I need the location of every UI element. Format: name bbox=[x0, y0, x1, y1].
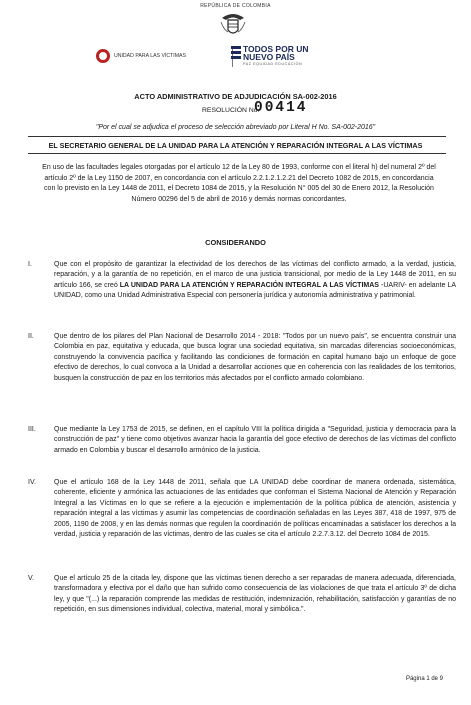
paragraph-1 bbox=[28, 260, 456, 302]
paragraph-bold-text: LA UNIDAD PARA LA ATENCIÓN Y REPARACIÓN INTEGRAL A LAS VÍCTIMAS bbox=[119, 281, 379, 289]
paragraph-text: Que el artículo 25 de la citada ley, dispone que las víctimas tienen derecho a ser reparadas de manera adecuada, diferenciada, transformadora y efectiva por el daño que han sufrido como consecuencia de las violaciones de que trata el artículo 3º de dicha ley, y que "(...) la reparación comprende las medidas de restitución, indemnización, rehabilitación, satisfacción y garantías de no repetición, en sus dimensiones individual, colectiva, material, moral y simbólica.". bbox=[54, 575, 456, 614]
logo-line-1: TODOS POR UN bbox=[243, 44, 309, 54]
intro-paragraph: En uso de las facultades legales otorgadas por el artículo 12 de la Ley 80 de 1993, conforme con el literal h) del numeral 2º del artículo 2º de la Ley 1150 de 2007, en concordancia con el artículo 2.2.1.2.1.2.21 del Decreto 1082 de 2015, en concordancia con lo previsto en la Ley 1448 de 2011, el Decreto 1084 de 2015, y la Resolución N° 005 del 30 de Enero 2012, la Resolución Número 00296 del 5 de abril de 2016 y demás normas concordantes. bbox=[42, 164, 436, 203]
paragraph-text: Que mediante la Ley 1753 de 2015, se definen, en el capítulo VIII la política dirigida a "Seguridad, justicia y democracia para la construcción de paz" y tiene como objetivos avanzar hacia la garantía del goce efectivo de derechos de las víctimas del conflicto armado en Colombia y buscar el desarrollo armónico de la justicia. bbox=[54, 426, 456, 454]
country-header: REPÚBLICA DE COLOMBIA bbox=[200, 3, 271, 9]
nuevo-pais-logo-icon bbox=[231, 46, 241, 60]
paragraph-number: IV. bbox=[28, 479, 36, 486]
paragraph-number: V. bbox=[28, 575, 34, 582]
paragraph-number: II. bbox=[28, 333, 34, 340]
page-number: Página 1 de 9 bbox=[405, 676, 443, 682]
paragraph-number: I. bbox=[28, 261, 32, 268]
paragraph-text: Que dentro de los pilares del Plan Nacional de Desarrollo 2014 - 2018: "Todos por un nuevo país", se encuentra construir una Colombia en paz, equitativa y educada, que busca lograr una sociedad equitativa, sin marcadas diferencias socioeconómicas, construyendo la convivencia pacífica y facilitando las condiciones de formación en capital humano bajo un enfoque de goce efectivo de derechos, lo cual convoca a la Unidad a desarrollar acciones que en coherencia con las realidades de los territorios, busquen la construcción de paz en los territorios más afectados por el conflicto armado colombiano. bbox=[54, 333, 456, 382]
paragraph-number: III. bbox=[28, 426, 36, 433]
logo-line-3: PAZ EQUIDAD EDUCACIÓN bbox=[243, 62, 303, 66]
paragraph-5 bbox=[28, 574, 456, 616]
paragraph-4 bbox=[28, 478, 456, 540]
logo-line-2: NUEVO PAÍS bbox=[243, 52, 295, 62]
todos-por-un-nuevo-pais-logo bbox=[243, 45, 309, 66]
paragraph-2 bbox=[28, 332, 456, 384]
secretary-heading: EL SECRETARIO GENERAL DE LA UNIDAD PARA LA ATENCIÓN Y REPARACIÓN INTEGRAL A LAS VÍCTIMAS bbox=[48, 141, 423, 150]
paragraph-text: Que con el propósito de garantizar la efectividad de los derechos de las víctimas del conflicto armado, a la verdad, justicia, reparación, y a la garantía de no repetición, en el marco de una justicia transicional, por medio de la Ley 1448 de 2011, en su artículo 166, se creó bbox=[54, 261, 456, 289]
resolucion-label: RESOLUCIÓN No. bbox=[202, 107, 260, 114]
paragraph-text: -UARIV- en adelante LA UNIDAD, como una Unidad Administrativa Especial con personería jurídica y autonomía administrativa y patrimonial. bbox=[54, 281, 457, 300]
divider-top bbox=[28, 136, 446, 137]
document-subtitle: "Por el cual se adjudica el proceso de selección abreviado por Literal H No. SA-002-2016" bbox=[95, 124, 376, 131]
paragraph-3 bbox=[28, 425, 456, 456]
unidad-victimas-logo-text: UNIDAD PARA LAS VÍCTIMAS bbox=[114, 53, 186, 59]
coat-of-arms-icon bbox=[218, 10, 248, 38]
unidad-victimas-logo-icon bbox=[96, 49, 110, 63]
considerando-heading: CONSIDERANDO bbox=[205, 238, 266, 247]
unidad-victimas-logo bbox=[96, 49, 186, 63]
resolucion-number: 00414 bbox=[254, 100, 308, 116]
divider-bottom bbox=[28, 153, 446, 154]
act-title: ACTO ADMINISTRATIVO DE ADJUDICACIÓN SA-002-2016 bbox=[134, 92, 337, 101]
paragraph-text: Que el artículo 168 de la Ley 1448 de 2011, señala que LA UNIDAD debe coordinar de manera ordenada, sistemática, coherente, eficiente y armónica las actuaciones de las entidades que conforman el Sistema Nacional de Atención y Reparación Integral a las Víctimas en lo que se refiere a la ejecución e implementación de la política pública de atención, asistencia y reparación integral a las víctimas y asumir las competencias de coordinación señaladas en las Leyes 387, 418 de 1997, 975 de 2005, 1190 de 2008, y en las demás normas que regulen la coordinación de políticas encaminadas a satisfacer los derechos a la verdad, justicia y reparación de las víctimas, dentro de las cuales se cita el artículo 2.2.7.3.12. del Decreto 1084 de 2015. bbox=[54, 479, 456, 539]
